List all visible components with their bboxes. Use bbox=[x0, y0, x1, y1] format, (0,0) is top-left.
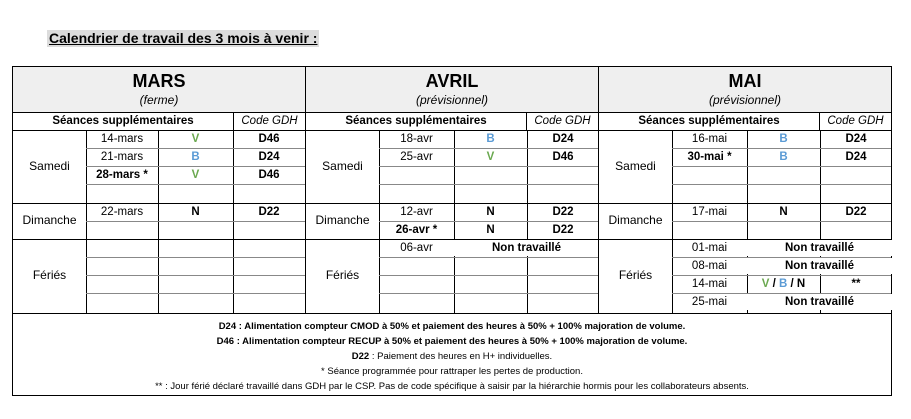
day-label-dimanche: Dimanche bbox=[315, 213, 370, 227]
date-cell: 12-avr bbox=[400, 206, 433, 218]
team-cell: N bbox=[779, 206, 788, 218]
note-d46: D46 : Alimentation compteur RECUP à 50% et paiement des heures à 50% + 100% majoration de volume. bbox=[216, 336, 688, 347]
month-mai bbox=[598, 67, 891, 313]
month-header bbox=[306, 67, 598, 113]
team-cell: N bbox=[486, 206, 495, 218]
day-label-dimanche: Dimanche bbox=[22, 213, 77, 227]
legend-notes bbox=[13, 313, 891, 398]
day-label-dimanche: Dimanche bbox=[608, 213, 663, 227]
month-name: AVRIL bbox=[425, 71, 479, 91]
team-cell: V bbox=[486, 151, 495, 163]
column-header bbox=[599, 112, 891, 131]
team-cell: B bbox=[779, 151, 788, 163]
team-cell: N bbox=[191, 206, 200, 218]
code-cell: ** bbox=[851, 278, 861, 290]
date-cell: 06-avr bbox=[400, 242, 433, 254]
month-avril bbox=[305, 67, 598, 313]
team-cell: B bbox=[191, 151, 200, 163]
date-cell: 14-mars bbox=[100, 133, 144, 145]
date-cell: 28-mars * bbox=[96, 169, 148, 181]
code-cell: D24 bbox=[845, 133, 867, 145]
date-cell: 01-mai bbox=[691, 242, 728, 254]
month-status: (prévisionnel) bbox=[708, 93, 782, 107]
month-mars bbox=[13, 67, 305, 313]
status-cell: Non travaillé bbox=[747, 240, 892, 256]
date-cell: 26-avr * bbox=[395, 224, 438, 236]
note-d22-text: : Paiement des heures en H+ individuelles. bbox=[369, 351, 553, 362]
team-cell: B bbox=[486, 133, 495, 145]
month-status: (prévisionnel) bbox=[415, 93, 489, 107]
code-cell: D22 bbox=[552, 224, 574, 236]
day-label-samedi: Samedi bbox=[322, 159, 363, 173]
day-label-feries: Fériés bbox=[325, 268, 360, 282]
code-cell: D46 bbox=[258, 133, 280, 145]
code-cell: D22 bbox=[552, 206, 574, 218]
team-v: V bbox=[761, 278, 770, 290]
date-cell: 25-avr bbox=[400, 151, 433, 163]
code-cell: D46 bbox=[258, 169, 280, 181]
code-cell: D46 bbox=[552, 151, 574, 163]
note-d24: D24 : Alimentation compteur CMOD à 50% et paiement des heures à 50% + 100% majoration de volume. bbox=[218, 321, 686, 332]
month-name: MARS bbox=[132, 71, 186, 91]
code-cell: D22 bbox=[258, 206, 280, 218]
code-cell: D24 bbox=[258, 151, 280, 163]
team-sep: / bbox=[769, 278, 780, 290]
code-cell: D22 bbox=[845, 206, 867, 218]
team-n: / N bbox=[787, 278, 806, 290]
day-label-feries: Fériés bbox=[32, 268, 67, 282]
date-cell: 17-mai bbox=[691, 206, 728, 218]
column-header bbox=[306, 112, 598, 131]
note-star: * Séance programmée pour rattraper les pertes de production. bbox=[321, 366, 583, 377]
team-cell: N bbox=[486, 224, 495, 236]
note-double-star: ** : Jour férié déclaré travaillé dans GDH par le CSP. Pas de code spécifique à saisir par la hiérarchie hormis pour les collaborateurs absents. bbox=[155, 381, 749, 392]
team-cell: B bbox=[779, 133, 788, 145]
team-cell: V bbox=[191, 133, 200, 145]
date-cell: 08-mai bbox=[691, 260, 728, 272]
month-name: MAI bbox=[728, 71, 762, 91]
seances-header: Séances supplémentaires bbox=[638, 115, 780, 127]
date-cell: 16-mai bbox=[691, 133, 728, 145]
date-cell: 18-avr bbox=[400, 133, 433, 145]
date-cell: 22-mars bbox=[100, 206, 144, 218]
month-header bbox=[599, 67, 891, 113]
month-status: (ferme) bbox=[139, 93, 179, 107]
day-label-samedi: Samedi bbox=[29, 159, 70, 173]
code-cell: D24 bbox=[845, 151, 867, 163]
date-cell: 25-mai bbox=[691, 296, 728, 308]
page-title: Calendrier de travail des 3 mois à venir : bbox=[49, 30, 318, 46]
team-cell bbox=[747, 276, 820, 292]
column-header bbox=[13, 112, 305, 131]
calendar-table bbox=[12, 66, 892, 396]
seances-header: Séances supplémentaires bbox=[52, 115, 194, 127]
month-header bbox=[13, 67, 305, 113]
team-cell: V bbox=[191, 169, 200, 181]
status-cell: Non travaillé bbox=[747, 294, 892, 310]
code-gdh-header: Code GDH bbox=[819, 112, 891, 130]
code-gdh-header: Code GDH bbox=[526, 112, 598, 130]
day-label-feries: Fériés bbox=[618, 268, 653, 282]
code-cell: D24 bbox=[552, 133, 574, 145]
day-label-samedi: Samedi bbox=[615, 159, 656, 173]
date-cell: 30-mai * bbox=[687, 151, 732, 163]
date-cell: 21-mars bbox=[100, 151, 144, 163]
status-cell: Non travaillé bbox=[747, 258, 892, 274]
note-d22 bbox=[13, 349, 891, 364]
status-cell: Non travaillé bbox=[454, 240, 599, 256]
team-b: B bbox=[779, 278, 788, 290]
note-d22-code: D22 bbox=[351, 351, 370, 362]
date-cell: 14-mai bbox=[691, 278, 728, 290]
seances-header: Séances supplémentaires bbox=[345, 115, 487, 127]
code-gdh-header: Code GDH bbox=[233, 112, 305, 130]
